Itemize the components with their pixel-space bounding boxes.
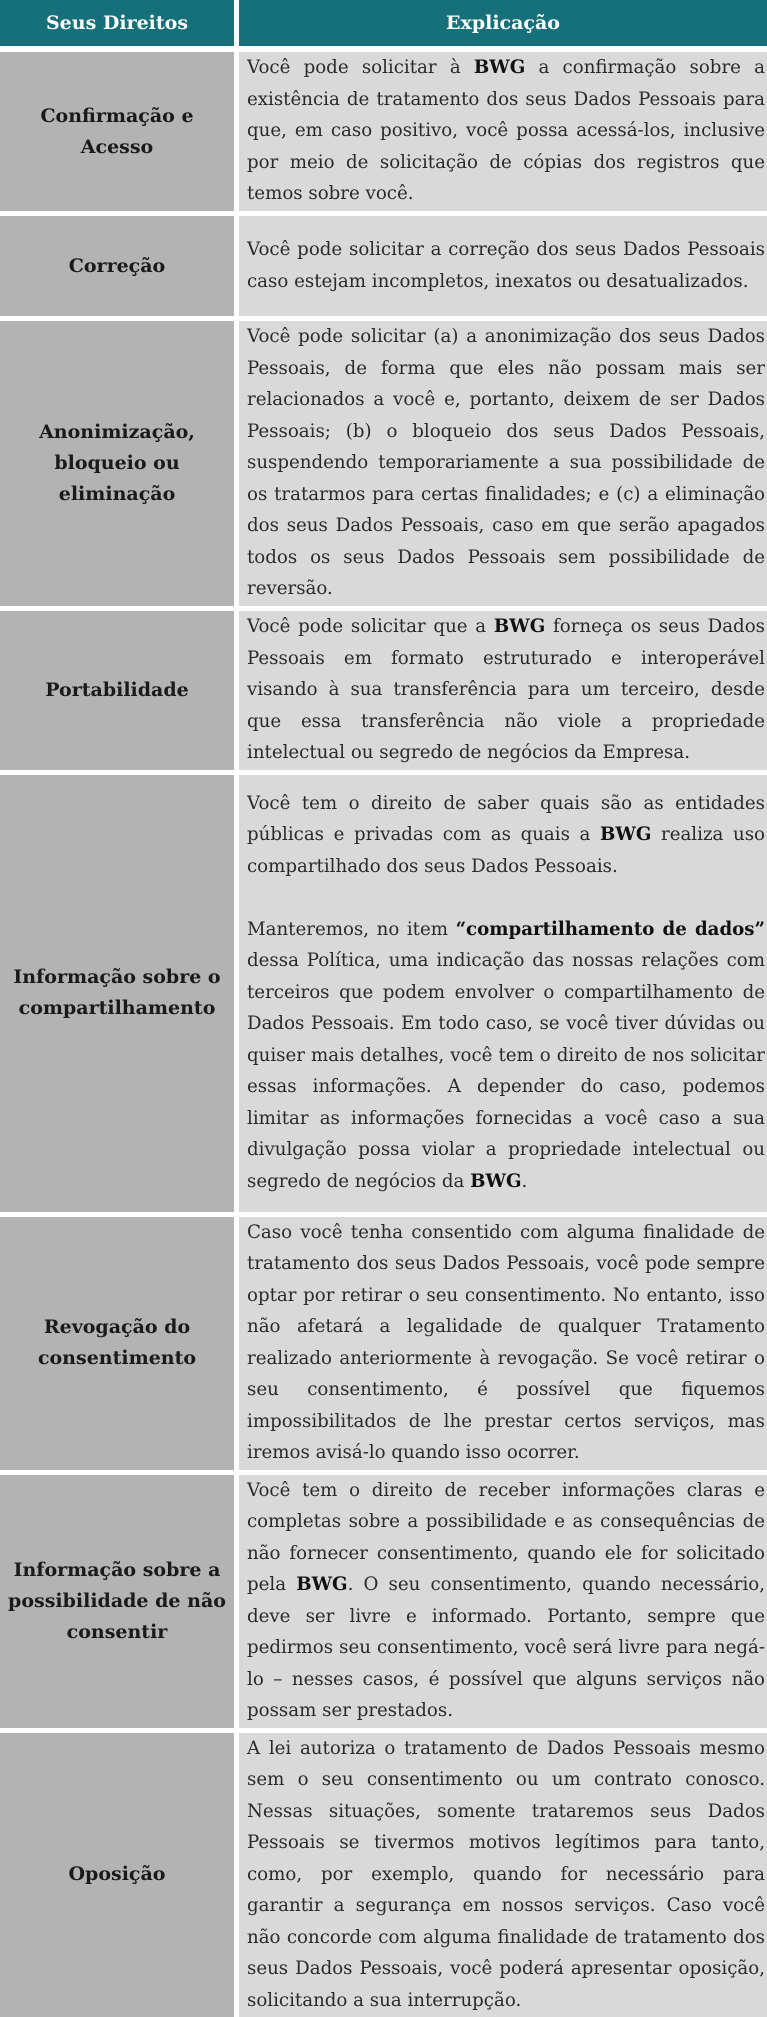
paragraph-gap xyxy=(247,882,765,914)
right-explanation xyxy=(239,606,767,770)
table-row xyxy=(0,606,767,770)
right-name: Portabilidade xyxy=(0,606,239,770)
table-row xyxy=(0,1212,767,1470)
explanation-text: Você tem o direito de saber quais são as entidades públicas e privadas com as quais a xyxy=(247,793,765,846)
explanation-text: Você tem o direito de receber informações claras e completas sobre a possibilidade e as consequências de não fornecer consentimento, quando ele for solicitado pela xyxy=(247,1480,765,1596)
right-explanation xyxy=(239,316,767,606)
right-explanation xyxy=(239,211,767,316)
explanation-text: Caso você tenha consentido com alguma finalidade de tratamento dos seus Dados Pessoais, você pode sempre optar por retirar o seu consentimento. No entanto, isso não afetará a legalidade de qualquer Tratamento realizado anteriormente à revogação. Se você retirar o seu consentimento, é possível que fiquemos impossibilitados de lhe prestar certos serviços, mas iremos avisá-lo quando isso ocorrer. xyxy=(247,1222,765,1464)
explanation-text: Você pode solicitar a correção dos seus Dados Pessoais caso estejam incompletos, inexatos ou desatualizados. xyxy=(247,239,765,292)
right-explanation xyxy=(239,1728,767,2017)
table-row xyxy=(0,211,767,316)
table-row xyxy=(0,316,767,606)
explanation-text: Você pode solicitar à xyxy=(247,57,474,78)
table-row xyxy=(0,1728,767,2017)
right-explanation xyxy=(239,46,767,211)
explanation-paragraph xyxy=(247,788,765,883)
table-header-row xyxy=(0,0,767,46)
explanation-text: Você pode solicitar que a xyxy=(247,616,494,637)
right-name: Confirmação e Acesso xyxy=(0,46,239,211)
right-explanation xyxy=(239,770,767,1212)
explanation-text: dessa Política, uma indicação das nossas relações com terceiros que podem envolver o compartilhamento de Dados Pessoais. Em todo caso, se você tiver dúvidas ou quiser mais detalhes, você tem o direito de nos solicitar essas informações. A depender do caso, podemos limitar as informações fornecidas a você caso a sua divulgação possa violar a propriedade intelectual ou segredo de negócios da xyxy=(247,950,765,1192)
header-explicacao: Explicação xyxy=(239,0,767,46)
brand-name: BWG xyxy=(600,824,651,845)
explanation-text: Manteremos, no item xyxy=(247,919,456,940)
explanation-text: Você pode solicitar (a) a anonimização dos seus Dados Pessoais, de forma que eles não possam mais ser relacionados a você e, portanto, deixem de ser Dados Pessoais; (b) o bloqueio dos seus Dados Pessoais, suspendendo temporariamente a sua possibilidade de os tratarmos para certas finalidades; e (c) a eliminação dos seus Dados Pessoais, caso em que serão apagados todos os seus Dados Pessoais sem possibilidade de reversão. xyxy=(247,326,765,599)
table-row xyxy=(0,770,767,1212)
right-name: Correção xyxy=(0,211,239,316)
explanation-paragraph xyxy=(247,914,765,1198)
right-name: Revogação do consentimento xyxy=(0,1212,239,1470)
explanation-text: forneça os seus Dados Pessoais em formato estruturado e interoperável visando à sua transferência para um terceiro, desde que essa transferência não viole a propriedade intelectual ou segredo de negócios da Empresa. xyxy=(247,616,765,763)
brand-name: BWG xyxy=(296,1574,347,1595)
explanation-text: a confirmação sobre a existência de tratamento dos seus Dados Pessoais para que, em caso positivo, você possa acessá-los, inclusive por meio de solicitação de cópias dos registros que temos sobre você. xyxy=(247,57,765,204)
table-row xyxy=(0,46,767,211)
right-name: Anonimização, bloqueio ou eliminação xyxy=(0,316,239,606)
brand-name: BWG xyxy=(494,616,545,637)
explanation-text: . xyxy=(522,1171,528,1192)
explanation-text: realiza uso compartilhado dos seus Dados Pessoais. xyxy=(247,824,765,877)
right-name: Oposição xyxy=(0,1728,239,2017)
table-row xyxy=(0,1470,767,1728)
right-name: Informação sobre o compartilhamento xyxy=(0,770,239,1212)
explanation-text: A lei autoriza o tratamento de Dados Pessoais mesmo sem o seu consentimento ou um contrato conosco. Nessas situações, somente trataremos seus Dados Pessoais se tivermos motivos legítimos para tanto, como, por exemplo, quando for necessário para garantir a segurança em nossos serviços. Caso você não concorde com alguma finalidade de tratamento dos seus Dados Pessoais, você poderá apresentar oposição, solicitando a sua interrupção. xyxy=(247,1738,765,2011)
right-explanation xyxy=(239,1470,767,1728)
section-reference: “compartilhamento de dados” xyxy=(456,919,765,940)
brand-name: BWG xyxy=(470,1171,521,1192)
right-name: Informação sobre a possibilidade de não consentir xyxy=(0,1470,239,1728)
explanation-text: . O seu consentimento, quando necessário, deve ser livre e informado. Portanto, sempre que pedirmos seu consentimento, você será livre para negá-lo – nesses casos, é possível que alguns serviços não possam ser prestados. xyxy=(247,1574,765,1721)
right-explanation xyxy=(239,1212,767,1470)
header-seus-direitos: Seus Direitos xyxy=(0,0,239,46)
brand-name: BWG xyxy=(474,57,525,78)
